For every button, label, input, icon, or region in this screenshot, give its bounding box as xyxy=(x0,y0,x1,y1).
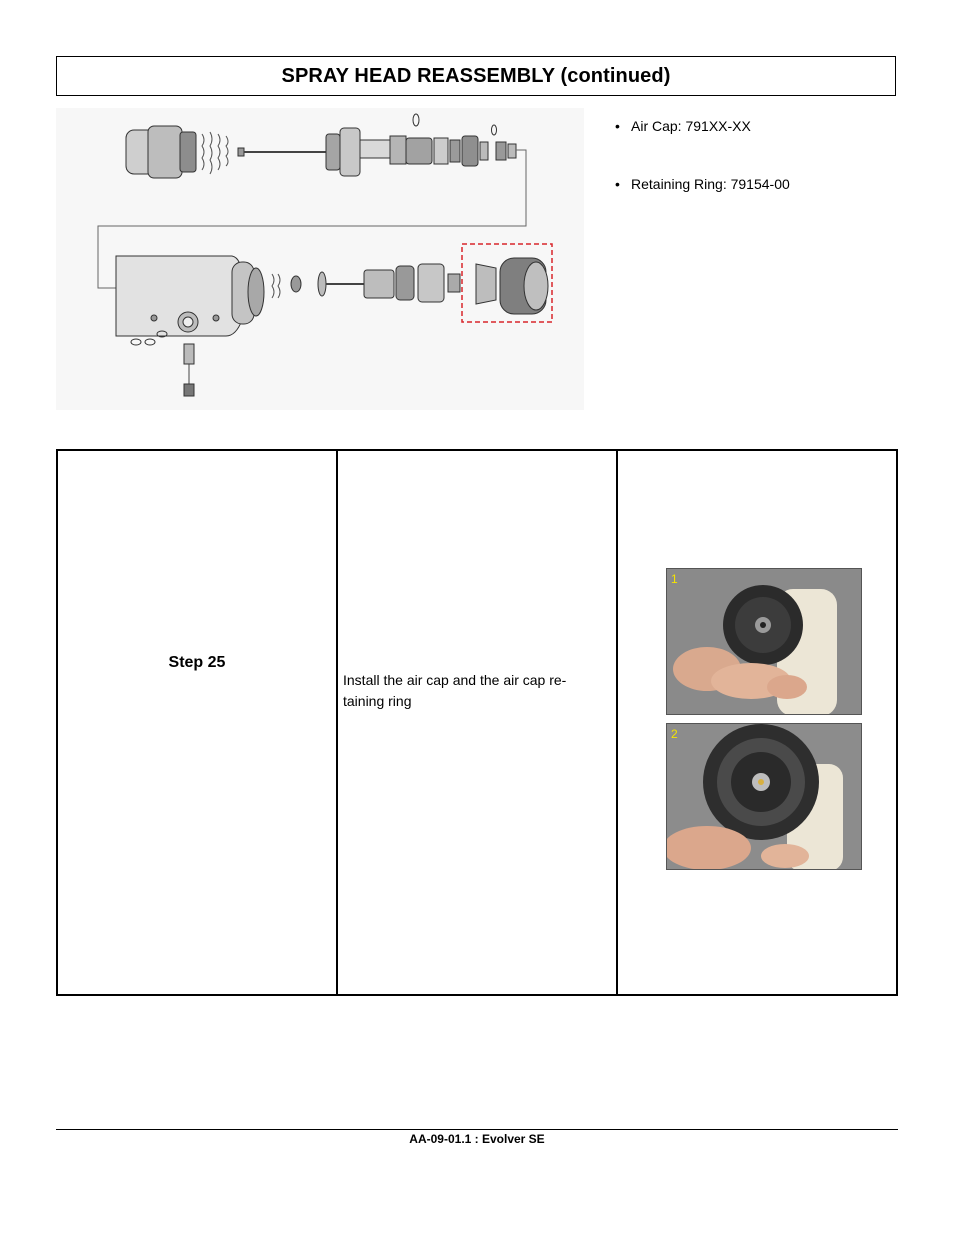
step-number-cell xyxy=(58,451,338,994)
photo-number: 1 xyxy=(671,572,678,586)
exploded-parts-diagram xyxy=(56,108,584,410)
step-table xyxy=(56,449,898,996)
page-title: SPRAY HEAD REASSEMBLY (continued) xyxy=(281,64,671,87)
list-item: • Retaining Ring: 79154-00 xyxy=(615,176,790,192)
title-box xyxy=(56,56,896,96)
step-instruction: Install the air cap and the air cap re-taining ring xyxy=(343,672,567,709)
footer-divider xyxy=(56,1129,898,1130)
step-label: Step 25 xyxy=(168,654,226,671)
photo-cell xyxy=(618,451,896,994)
list-item: • Air Cap: 791XX-XX xyxy=(615,118,790,134)
photo-number: 2 xyxy=(671,727,678,741)
photo-air-cap-install xyxy=(666,568,862,715)
footer-document-id: AA-09-01.1 : Evolver SE xyxy=(409,1132,545,1146)
instruction-cell xyxy=(338,451,618,994)
photo-retaining-ring-install xyxy=(666,723,862,870)
parts-list xyxy=(615,118,790,234)
